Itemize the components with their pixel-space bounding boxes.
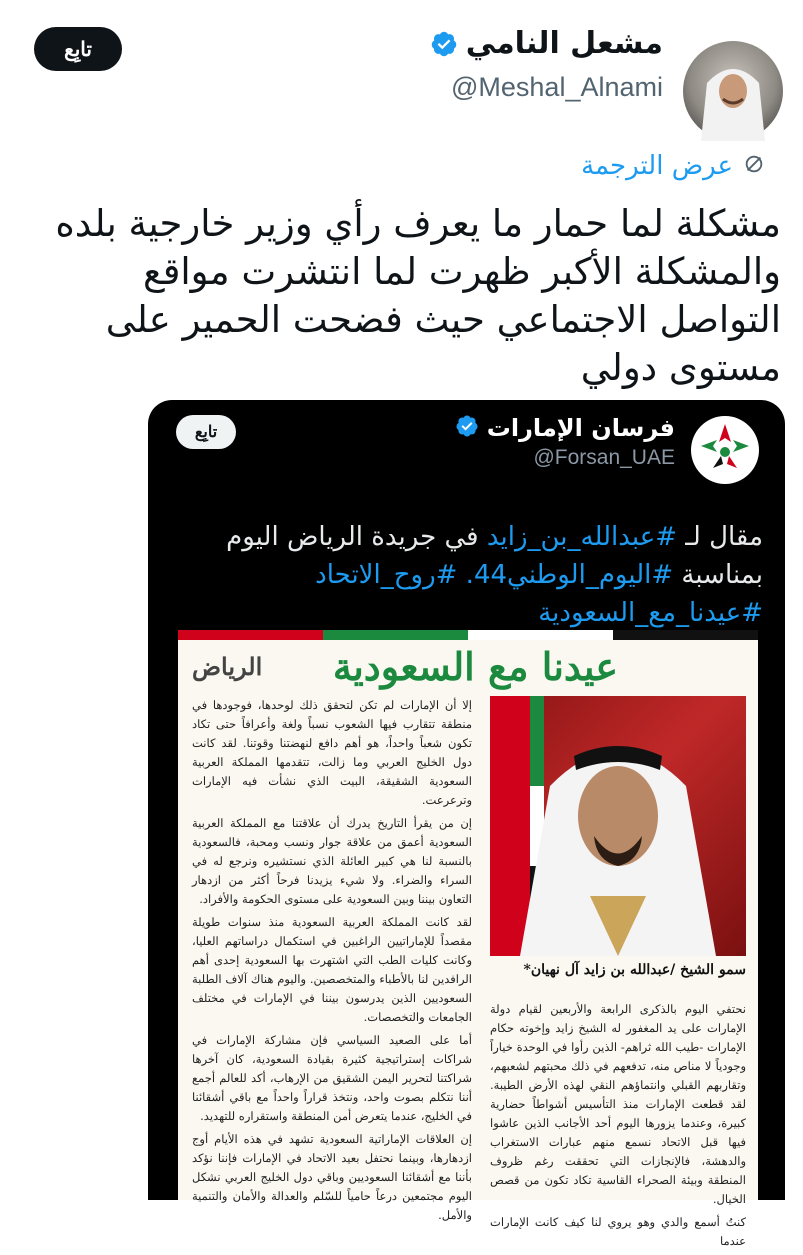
- alriyadh-logo: الرياض: [192, 652, 263, 681]
- article-paragraph: إلا أن الإمارات لم تكن لتحقق ذلك لوحدها، فوجودها في منطقة تتقارب فيها الشعوب نسباً ولغة وأعرافاً حتى تكاد تكون شعباً واحداً، هو أهم دافع لنهضتنا وقوتنا. لقد كانت دول الخليج العربي وما زالت، تتقدمها المملكة العربية السعودية الشقيقة، البيت الذي نشأت فيه الإمارات وترعرعت.: [192, 698, 472, 807]
- flag-color-band: [178, 630, 758, 640]
- quoted-text-prefix: مقال لـ: [677, 522, 763, 552]
- quoted-tweet-card[interactable]: [148, 400, 785, 1248]
- translate-row[interactable]: [581, 151, 765, 181]
- forsan-logo: [691, 416, 759, 484]
- article-paragraph: نحتفي اليوم بالذكرى الرابعة والأربعين لقيام دولة الإمارات على يد المغفور له الشيخ زايد وإخوته حكام الإمارات -طيب الله ثراهم- الذين رأوا في الوحدة خياراً وجودياً لا مناص منه، تدفعهم في ذلك محبتهم لشعبهم، وتقاربهم القبلي وانتماؤهم النقي لهذه الأرض الطيبة. لقد قطعت الإمارات منذ التأسيس أشواطاً حضارية كبيرة، وعندما يزورها اليوم أحد الأجانب الذين عاشوا فيها قبل الاتحاد نسمع منهم عبارات الاستغراب والدهشة، فالإنجازات التي تحققت رغم ظروف المنطقة وبيئة الصحراء القاسية تكاد تكون من قصص الخيال.: [490, 1002, 746, 1206]
- globe-icon: [743, 153, 765, 179]
- quoted-name-row: [455, 414, 675, 442]
- photo-caption: سمو الشيخ /عبدالله بن زايد آل نهيان*: [523, 962, 746, 978]
- author-avatar[interactable]: [683, 41, 783, 141]
- hashtag-eid-with-saudi[interactable]: #عيدنا_مع_السعودية: [538, 598, 763, 628]
- article-paragraph: لقد كانت المملكة العربية السعودية منذ سنوات طويلة مقصداً للإماراتيين الراغبين في استكمال دراساتهم العليا، وكانت كليات الطب التي اشتهرت بها السعودية إحدى أهم الرافدين لنا بالأطباء والمتخصصين. واليوم هناك آلاف الطلبة السعوديين الذين يدرسون بيننا في الإمارات في مختلف الجامعات والتخصصات.: [192, 915, 472, 1024]
- quoted-text-middle: في جريدة الرياض اليوم بمناسبة: [226, 522, 763, 590]
- quoted-tweet-text: [163, 518, 763, 632]
- hashtag-national-day[interactable]: #اليوم_الوطني44.: [465, 560, 674, 590]
- portrait-photo: [490, 696, 746, 956]
- tweet-text: مشكلة لما حمار ما يعرف رأي وزير خارجية بلده والمشكلة الأكبر ظهرت لما انتشرت مواقع التواصل الاجتماعي حيث فضحت الحمير على مستوى دولي: [55, 202, 781, 389]
- article-paragraph: إن العلاقات الإماراتية السعودية تشهد في هذه الأيام أوج ازدهارها، وبينما نحتفل بعيد الاتحاد في الإمارات فإننا نؤكد بأننا مع أشقائنا السعوديين وباقي دول الخليج العربي نشكل اليوم مجتمعين درعاً حامياً للسّلم والعدالة والأمان والتنمية والأمل.: [192, 1132, 472, 1222]
- show-translation-link[interactable]: عرض الترجمة: [581, 151, 733, 181]
- quoted-handle[interactable]: @Forsan_UAE: [533, 446, 675, 469]
- newspaper-article-image[interactable]: [178, 630, 758, 1248]
- avatar-image: [683, 41, 783, 141]
- author-display-name[interactable]: مشعل النامي: [465, 26, 663, 61]
- quoted-display-name[interactable]: فرسان الإمارات: [486, 414, 675, 442]
- author-handle[interactable]: @Meshal_Alnami: [451, 72, 663, 102]
- article-column-left: [192, 696, 472, 1229]
- article-paragraph: كنتُ أسمع والدي وهو يروي لنا كيف كانت الإمارات عندما: [490, 1215, 746, 1248]
- quoted-follow-button[interactable]: تابِع: [176, 415, 236, 449]
- newspaper-headline: عيدنا مع السعودية: [332, 644, 618, 689]
- article-paragraph: أما على الصعيد السياسي فإن مشاركة الإمارات في شراكات إستراتيجية كثيرة بقيادة السعودية، كان آخرها شراكتنا لتحرير اليمن الشقيق من الإرهاب، أكد للعالم أجمع أننا نتكلم بصوت واحد، ونتخذ قراراً واحداً مع باقي أشقائنا في الخليج، عندما يتعرض أمن المنطقة واستقراره للتهديد.: [192, 1033, 472, 1123]
- verified-badge-icon: [455, 414, 479, 442]
- author-name-row: [430, 26, 663, 61]
- hashtag-union-spirit[interactable]: #روح_الاتحاد: [315, 560, 466, 590]
- verified-badge-icon: [430, 30, 458, 58]
- article-column-right: [490, 1000, 746, 1255]
- follow-button[interactable]: تابِع: [34, 27, 122, 71]
- hashtag-abdullah-bin-zayed[interactable]: #عبدالله_بن_زايد: [486, 522, 678, 552]
- article-paragraph: إن من يقرأ التاريخ يدرك أن علاقتنا مع المملكة العربية السعودية أعمق من علاقة جوار ونسب ومحبة، فالسعودية بالنسبة لنا هي كبير العائلة الذي نستشيره ونرجع له في السراء والضراء. ولا شيء يزيدنا فرحاً أكثر من ازدهار التعاون بيننا وبين السعودية على مستوى الحكومة والأفراد.: [192, 816, 472, 906]
